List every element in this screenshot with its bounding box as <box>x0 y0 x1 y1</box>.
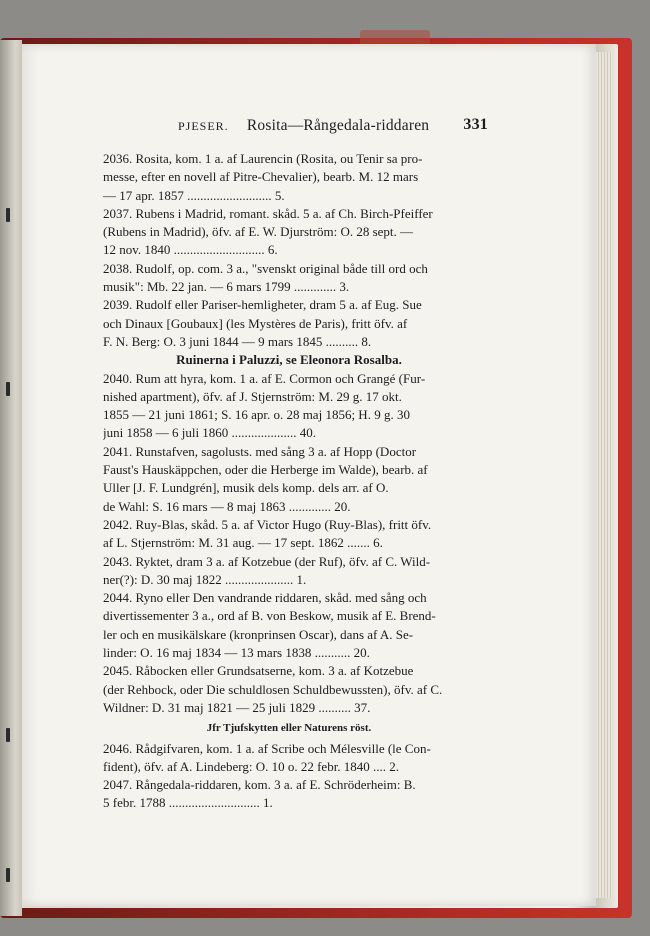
text-line: linder: O. 16 maj 1834 — 13 mars 1838 ........... 20. <box>103 645 370 661</box>
text-line: 2045. Råbocken eller Grundsatserne, kom. 3 a. af Kotzebue <box>103 663 414 679</box>
header-section: PJESER. <box>178 119 229 133</box>
text-line: 1855 — 21 juni 1861; S. 16 apr. o. 28 maj 1856; H. 9 g. 30 <box>103 407 410 423</box>
text-line: de Wahl: S. 16 mars — 8 maj 1863 ............. 20. <box>103 498 351 514</box>
text-line: fident), öfv. af A. Lindeberg: O. 10 o. 22 febr. 1840 .... 2. <box>103 758 400 774</box>
text-line: 2037. Rubens i Madrid, romant. skåd. 5 a. af Ch. Birch-Pfeiffer <box>103 205 433 221</box>
text-line: (Rubens in Madrid), öfv. af E. W. Djurström: O. 28 sept. — <box>103 224 414 240</box>
margin-mark <box>6 868 10 882</box>
page-edges <box>596 52 612 898</box>
running-header <box>178 117 488 141</box>
text-line: Uller [J. F. Lundgrén], musik dels komp. dels arr. af O. <box>103 480 389 496</box>
margin-mark <box>6 728 10 742</box>
cross-reference: Jfr Tjufskytten eller Naturens röst. <box>206 722 372 735</box>
text-line: — 17 apr. 1857 .......................... 5. <box>103 187 285 203</box>
text-line: 2042. Ruy-Blas, skåd. 5 a. af Victor Hugo (Ruy-Blas), fritt öfv. <box>103 516 432 532</box>
text-line: F. N. Berg: O. 3 juni 1844 — 9 mars 1845 .......... 8. <box>103 333 372 349</box>
text-line: 2039. Rudolf eller Pariser-hemligheter, dram 5 a. af Eug. Sue <box>103 297 422 313</box>
text-line: 2040. Rum att hyra, kom. 1 a. af E. Cormon och Grangé (Fur- <box>103 370 426 386</box>
text-line: (der Rehbock, oder Die schuldlosen Schuldbewussten), öfv. af C. <box>103 681 443 697</box>
text-line: 2044. Ryno eller Den vandrande riddaren, skåd. med sång och <box>103 590 427 606</box>
margin-mark <box>6 208 10 222</box>
margin-mark <box>6 382 10 396</box>
text-line: juni 1858 — 6 juli 1860 .................... 40. <box>103 425 317 441</box>
cross-reference: Ruinerna i Paluzzi, se Eleonora Rosalba. <box>176 352 402 368</box>
text-line: 2036. Rosita, kom. 1 a. af Laurencin (Rosita, ou Tenir sa pro- <box>103 151 423 166</box>
text-line: ler och en musikälskare (kronprinsen Oscar), dans af A. Se- <box>103 626 414 642</box>
header-title: Rosita—Rångedala-riddaren <box>246 117 430 134</box>
text-line: divertissementer 3 a., ord af B. von Beskow, musik af E. Brend- <box>103 608 436 624</box>
text-line: 12 nov. 1840 ............................ 6. <box>103 242 278 258</box>
text-line: 5 febr. 1788 ............................ 1. <box>103 795 273 811</box>
text-line: 2046. Rådgifvaren, kom. 1 a. af Scribe och Mélesville (le Con- <box>103 740 431 756</box>
facing-page-edge <box>0 40 22 916</box>
text-line: 2038. Rudolf, op. com. 3 a., "svenskt original både till ord och <box>103 260 428 276</box>
text-line: Faust's Hauskäppchen, oder die Herberge im Walde), bearb. af <box>103 462 428 478</box>
page-text <box>103 150 475 813</box>
text-line: messe, efter en novell af Pitre-Chevalier), bearb. M. 12 mars <box>103 169 419 185</box>
text-line: ner(?): D. 30 maj 1822 ..................... 1. <box>103 571 307 587</box>
text-line: 2047. Rångedala-riddaren, kom. 3 a. af E. Schröderheim: B. <box>103 777 416 793</box>
text-line: af L. Stjernström: M. 31 aug. — 17 sept. 1862 ....... 6. <box>103 535 383 551</box>
text-line: 2043. Ryktet, dram 3 a. af Kotzebue (der Ruf), öfv. af C. Wild- <box>103 553 431 569</box>
text-line: musik": Mb. 22 jan. — 6 mars 1799 ............. 3. <box>103 279 350 295</box>
text-line: och Dinaux [Goubaux] (les Mystères de Paris), fritt öfv. af <box>103 315 408 331</box>
text-line: nished apartment), öfv. af J. Stjernström: M. 29 g. 17 okt. <box>103 388 402 404</box>
text-line: Wildner: D. 31 maj 1821 — 25 juli 1829 .......... 37. <box>103 699 371 715</box>
page-number: 331 <box>463 116 488 133</box>
text-line: 2041. Runstafven, sagolusts. med sång 3 a. af Hopp (Doctor <box>103 443 417 459</box>
